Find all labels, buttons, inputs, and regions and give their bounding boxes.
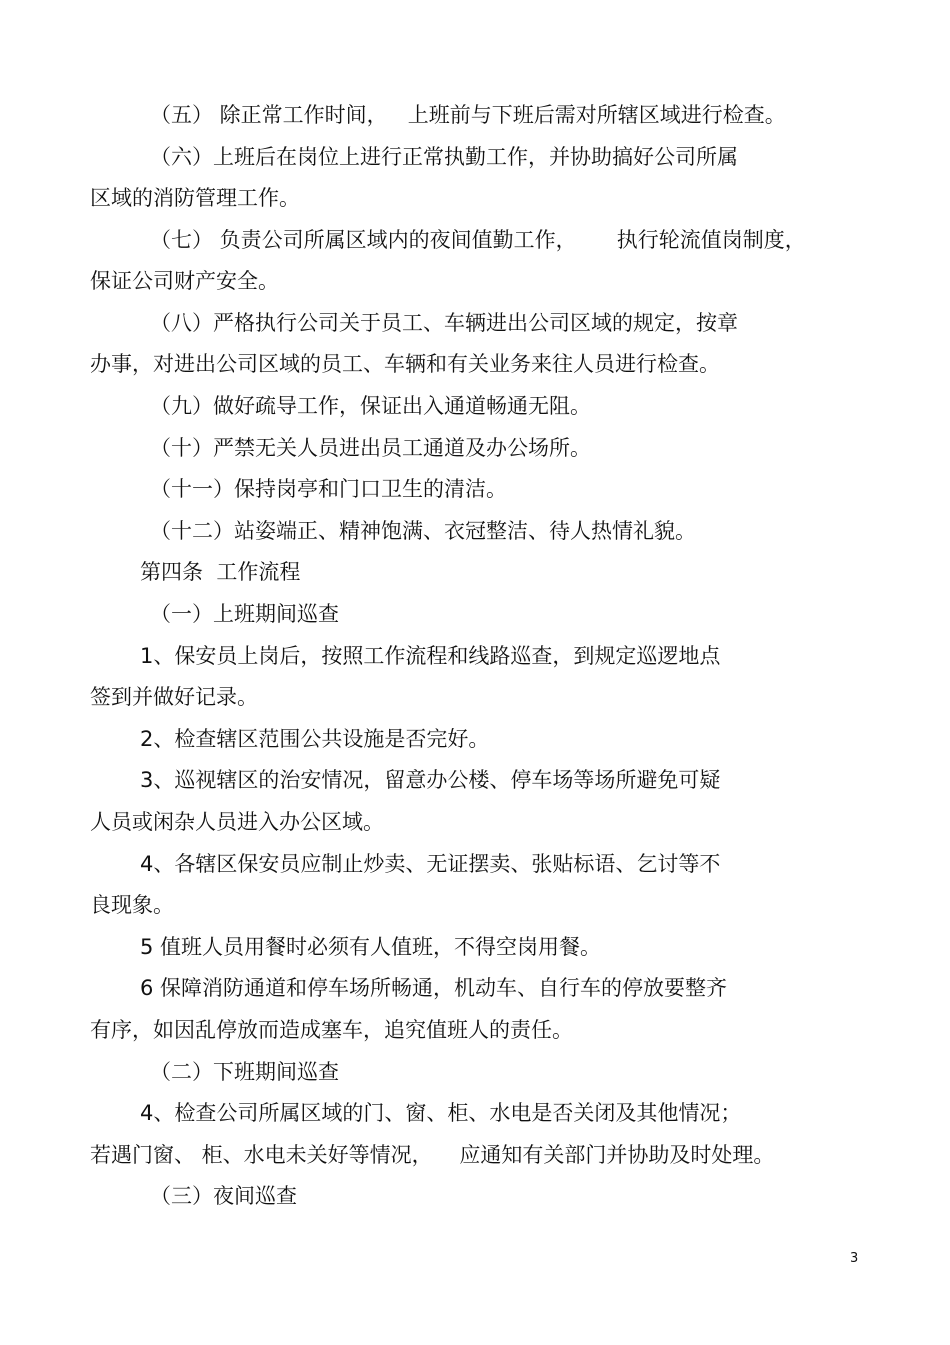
paragraph-line-3: 区域的消防管理工作。 — [90, 186, 300, 210]
paragraph-line-18: 良现象。 — [90, 893, 174, 917]
subsection-heading-line-1: （一）上班期间巡查 — [150, 602, 339, 626]
paragraph-line-16: 人员或闲杂人员进入办公区域。 — [90, 810, 384, 834]
paragraph-line-15: 3、巡视辖区的治安情况，留意办公楼、停车场等场所避免可疑 — [140, 768, 721, 792]
paragraph-line-9: （十）严禁无关人员进出员工通道及办公场所。 — [150, 436, 591, 460]
paragraph-line-17: 4、各辖区保安员应制止炒卖、无证摆卖、张贴标语、乞讨等不 — [140, 852, 721, 876]
paragraph-line-5: 保证公司财产安全。 — [90, 269, 279, 293]
paragraph-line-14: 2、检查辖区范围公共设施是否完好。 — [140, 727, 490, 751]
page-number: 3 — [850, 1251, 859, 1266]
section-heading-line: 第四条 工作流程 — [140, 560, 301, 584]
paragraph-line-6: （八）严格执行公司关于员工、车辆进出公司区域的规定，按章 — [150, 311, 738, 335]
paragraph-line-4: （七） 负责公司所属区域内的夜间值勤工作， 执行轮流值岗制度， — [150, 228, 806, 252]
paragraph-line-11: （十二）站姿端正、精神饱满、衣冠整洁、待人热情礼貌。 — [150, 519, 696, 543]
paragraph-line-10: （十一）保持岗亭和门口卫生的清洁。 — [150, 477, 507, 501]
paragraph-line-20: 6 保障消防通道和停车场所畅通，机动车、自行车的停放要整齐 — [140, 976, 728, 1000]
paragraph-line-22: 4、检查公司所属区域的门、窗、柜、水电是否关闭及其他情况； — [140, 1101, 742, 1125]
paragraph-line-1: （五） 除正常工作时间， 上班前与下班后需对所辖区域进行检查。 — [150, 103, 786, 127]
paragraph-line-23: 若遇门窗、 柜、水电未关好等情况， 应通知有关部门并协助及时处理。 — [90, 1143, 775, 1167]
paragraph-line-2: （六）上班后在岗位上进行正常执勤工作，并协助搞好公司所属 — [150, 145, 738, 169]
paragraph-line-8: （九）做好疏导工作，保证出入通道畅通无阻。 — [150, 394, 591, 418]
subsection-heading-line-2: （二）下班期间巡查 — [150, 1060, 339, 1084]
subsection-heading-line-3: （三）夜间巡查 — [150, 1184, 297, 1208]
paragraph-line-21: 有序，如因乱停放而造成塞车，追究值班人的责任。 — [90, 1018, 573, 1042]
paragraph-line-12: 1、保安员上岗后，按照工作流程和线路巡查，到规定巡逻地点 — [140, 644, 721, 668]
paragraph-line-7: 办事，对进出公司区域的员工、车辆和有关业务来往人员进行检查。 — [90, 352, 720, 376]
paragraph-line-19: 5 值班人员用餐时必须有人值班，不得空岗用餐。 — [140, 935, 602, 959]
paragraph-line-13: 签到并做好记录。 — [90, 685, 258, 709]
